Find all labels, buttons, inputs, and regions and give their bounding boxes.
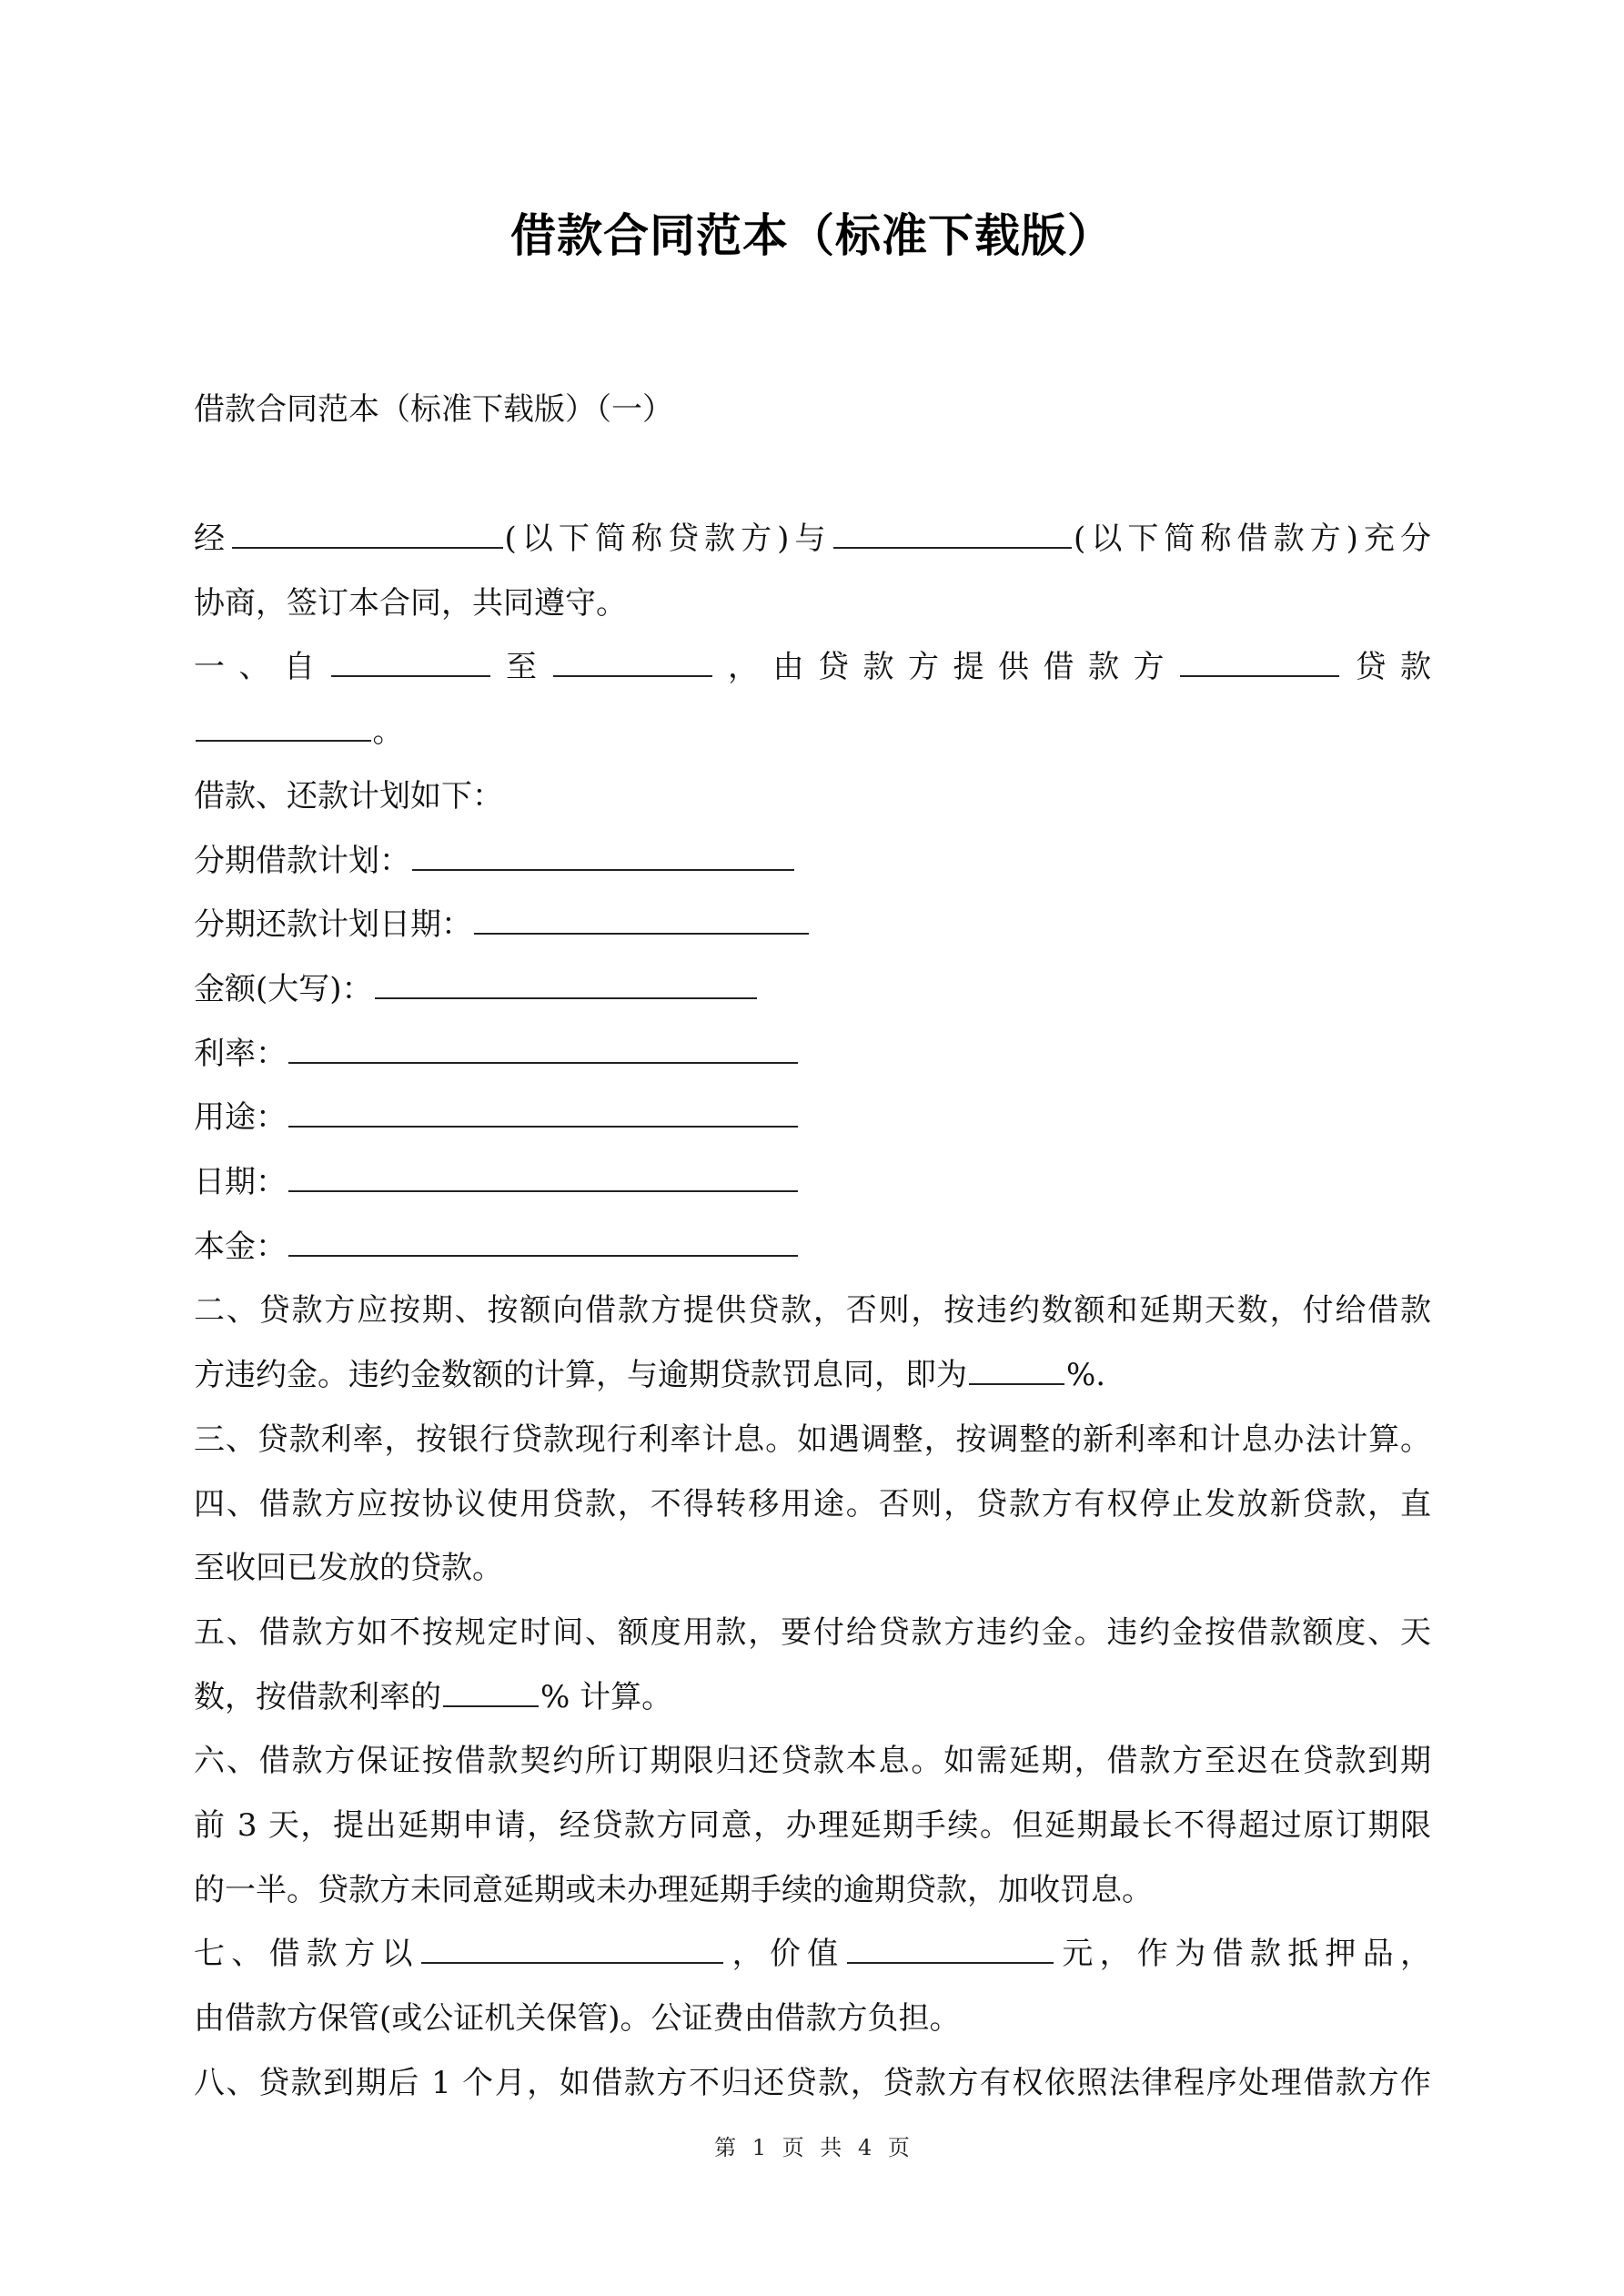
text-segment: 前 3 天，提出延期申请，经贷款方同意，办理延期手续。但延期最长不得超过原订期限 <box>194 1807 1431 1844</box>
text-segment: 四、借款方应按协议使用贷款，不得转移用途。否则，贷款方有权停止发放新贷款，直 <box>194 1485 1431 1522</box>
text-segment: 协商，签订本合同，共同遵守。 <box>194 584 627 622</box>
text-segment: 五、借款方如不按规定时间、额度用款，要付给贷款方违约金。违约金按借款额度、天 <box>194 1613 1431 1651</box>
fill-in-blank[interactable] <box>474 909 809 935</box>
clause-3 <box>194 1408 1431 1472</box>
document-title: 借款合同范本（标准下载版） <box>510 209 1114 262</box>
text-segment: 方违约金。违约金数额的计算，与逾期贷款罚息同，即为 <box>194 1357 967 1394</box>
text-segment: 元，作为借款抵押品， <box>1055 1936 1432 1973</box>
clause-2-a <box>194 1279 1431 1342</box>
clause-7-a <box>194 1922 1431 1986</box>
intro-1 <box>194 507 1431 571</box>
fill-in-blank[interactable] <box>1180 652 1339 677</box>
text-segment: ，由贷款方提供借款方 <box>713 649 1178 686</box>
text-segment: 分期还款计划日期： <box>194 906 472 944</box>
fill-in-blank[interactable] <box>288 1167 798 1192</box>
intro-2 <box>194 571 1431 635</box>
text-segment: 六、借款方保证按借款契约所订期限归还贷款本息。如需延期，借款方至迟在贷款到期 <box>194 1743 1431 1780</box>
text-segment: 至收回已发放的贷款。 <box>194 1550 503 1587</box>
fill-in-blank[interactable] <box>412 845 794 871</box>
fill-in-blank[interactable] <box>288 1231 798 1257</box>
clause-8-a <box>194 2051 1431 2115</box>
field-repayment-date <box>194 893 1431 956</box>
text-segment: 二、贷款方应按期、按额向借款方提供贷款，否则，按违约数额和延期天数，付给借款 <box>194 1292 1431 1330</box>
text-segment: 经 <box>194 521 231 557</box>
plan-heading <box>194 764 1431 828</box>
fill-in-blank[interactable] <box>288 1038 798 1064</box>
text-segment: 。 <box>372 713 404 751</box>
fill-in-blank[interactable] <box>331 652 490 677</box>
text-segment: 借款、还款计划如下： <box>194 777 503 814</box>
text-segment: 由借款方保管(或公证机关保管)。公证费由借款方负担。 <box>194 2000 961 2038</box>
text-segment: 七、借款方以 <box>194 1936 419 1973</box>
fill-in-blank[interactable] <box>232 523 503 549</box>
text-segment: 一、自 <box>194 649 329 686</box>
fill-in-blank[interactable] <box>847 1938 1054 1964</box>
clause-1-b <box>194 700 1431 764</box>
text-segment: (以下简称贷款方)与 <box>504 521 832 557</box>
clause-2-b <box>194 1343 1431 1407</box>
text-segment: 本金： <box>194 1228 287 1265</box>
fill-in-blank[interactable] <box>421 1938 724 1964</box>
text-segment: 贷款 <box>1341 649 1431 686</box>
text-segment: 用途： <box>194 1099 287 1137</box>
field-purpose <box>194 1086 1431 1149</box>
clause-4-b <box>194 1536 1431 1600</box>
text-segment: 分期借款计划： <box>194 842 410 879</box>
clause-6-a <box>194 1729 1431 1793</box>
fill-in-blank[interactable] <box>196 716 371 742</box>
text-segment: 数，按借款利率的 <box>194 1678 441 1715</box>
text-segment: 八、贷款到期后 1 个月，如借款方不归还贷款，贷款方有权依照法律程序处理借款方作 <box>194 2064 1431 2101</box>
text-segment: 三、贷款利率，按银行贷款现行利率计息。如遇调整，按调整的新利率和计息办法计算。 <box>194 1421 1431 1458</box>
clause-7-b <box>194 1987 1431 2050</box>
text-segment: 的一半。贷款方未同意延期或未办理延期手续的逾期贷款，加收罚息。 <box>194 1871 1153 1908</box>
clause-4-a <box>194 1472 1431 1536</box>
field-amount <box>194 957 1431 1021</box>
field-date <box>194 1150 1431 1214</box>
fill-in-blank[interactable] <box>443 1682 539 1707</box>
text-segment: 至 <box>491 649 551 686</box>
fill-in-blank[interactable] <box>375 974 757 999</box>
fill-in-blank[interactable] <box>833 523 1073 549</box>
field-principal <box>194 1215 1431 1279</box>
fill-in-blank[interactable] <box>969 1360 1064 1385</box>
clause-1-a <box>194 635 1431 699</box>
text-segment: ，价值 <box>725 1936 845 1973</box>
field-installment-plan <box>194 829 1431 893</box>
field-rate <box>194 1022 1431 1086</box>
clause-6-c <box>194 1858 1431 1922</box>
clause-5-a <box>194 1601 1431 1664</box>
fill-in-blank[interactable] <box>553 652 712 677</box>
text-segment: %. <box>1066 1357 1106 1394</box>
page-number-footer: 第 1 页 共 4 页 <box>714 2135 910 2160</box>
text-segment: 日期： <box>194 1164 287 1200</box>
text-segment: 金额(大写)： <box>194 970 373 1007</box>
clause-5-b <box>194 1665 1431 1729</box>
document-subtitle: 借款合同范本（标准下载版）（一） <box>194 391 673 428</box>
fill-in-blank[interactable] <box>288 1102 798 1128</box>
text-segment: % 计算。 <box>540 1678 673 1715</box>
clause-6-b <box>194 1794 1431 1857</box>
text-segment: 利率： <box>194 1035 287 1072</box>
text-segment: (以下简称借款方)充分 <box>1074 521 1432 557</box>
